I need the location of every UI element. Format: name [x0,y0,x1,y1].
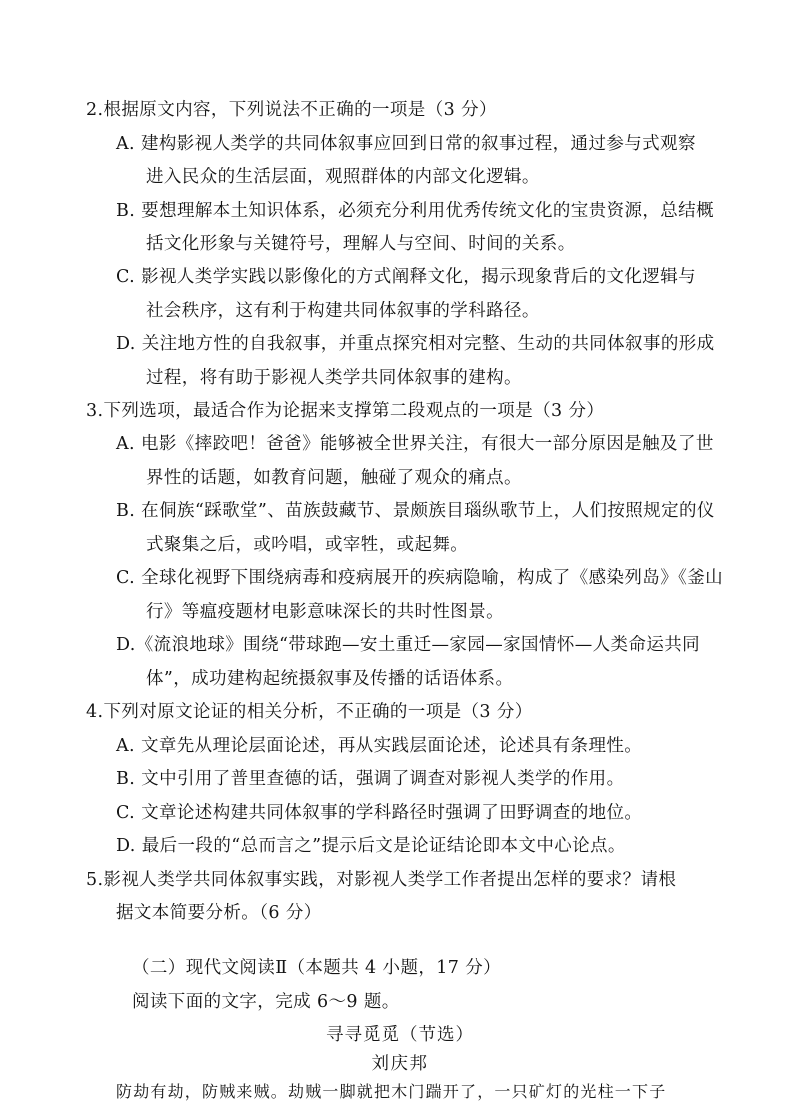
question-2-option-b-cont: 括文化形象与关键符号，理解人与空间、时间的关系。 [146,234,576,254]
question-3-option-b: B. 在侗族“踩歌堂”、苗族鼓藏节、景颇族目瑙纵歌节上，人们按照规定的仪 [116,501,715,521]
question-2-stem: 2.根据原文内容，下列说法不正确的一项是（3 分） [86,100,497,120]
question-2-option-c-cont: 社会秩序，这有利于构建共同体叙事的学科路径。 [146,301,540,321]
question-3-option-b-cont: 式聚集之后，或吟唱，或宰牲，或起舞。 [146,535,469,555]
question-3-option-d-cont: 体”，成功建构起统摄叙事及传播的话语体系。 [146,669,514,689]
question-2-option-d-cont: 过程，将有助于影视人类学共同体叙事的建构。 [146,368,522,388]
question-4-option-b: B. 文中引用了普里查德的话，强调了调查对影视人类学的作用。 [116,769,625,789]
question-5-stem: 5.影视人类学共同体叙事实践，对影视人类学工作者提出怎样的要求？请根 [86,870,677,890]
question-2-option-d: D. 关注地方性的自我叙事，并重点探究相对完整、生动的共同体叙事的形成 [116,334,715,354]
question-4-stem: 4.下列对原文论证的相关分析，不正确的一项是（3 分） [86,702,533,722]
question-2-option-b: B. 要想理解本土知识体系，必须充分利用优秀传统文化的宝贵资源，总结概 [116,201,714,221]
section-heading: （二）现代文阅读Ⅱ（本题共 4 小题，17 分） [132,958,502,978]
story-author: 刘庆邦 [371,1054,429,1074]
question-4-option-a: A. 文章先从理论层面论述，再从实践层面论述，论述具有条理性。 [116,736,643,756]
question-3-option-a-cont: 界性的话题，如教育问题，触碰了观众的痛点。 [146,468,522,488]
story-title: 寻寻觅觅（节选） [326,1025,474,1045]
question-2-option-a: A. 建构影视人类学的共同体叙事应回到日常的叙事过程，通过参与式观察 [116,134,696,154]
question-5-stem-cont: 据文本简要分析。（6 分） [116,903,322,923]
question-4-option-c: C. 文章论述构建共同体叙事的学科路径时强调了田野调查的地位。 [116,803,643,823]
question-2-option-c: C. 影视人类学实践以影像化的方式阐释文化，揭示现象背后的文化逻辑与 [116,267,696,287]
question-4-option-d: D. 最后一段的“总而言之”提示后文是论证结论即本文中心论点。 [116,836,626,856]
question-3-option-a: A. 电影《摔跤吧！爸爸》能够被全世界关注，有很大一部分原因是触及了世 [116,434,714,454]
question-3-stem: 3.下列选项，最适合作为论据来支撑第二段观点的一项是（3 分） [86,401,605,421]
question-3-option-c-cont: 行》等瘟疫题材电影意味深长的共时性图景。 [146,602,504,622]
section-instruction: 阅读下面的文字，完成 6～9 题。 [132,992,400,1012]
question-2-option-a-cont: 进入民众的生活层面，观照群体的内部文化逻辑。 [146,167,540,187]
question-3-option-d: D.《流浪地球》围绕“带球跑—安土重迁—家园—家国情怀—人类命运共同 [116,635,701,655]
question-3-option-c: C. 全球化视野下围绕病毒和疫病展开的疾病隐喻，构成了《感染列岛》《釜山 [116,568,724,588]
story-first-line: 防劫有劫，防贼来贼。劫贼一脚就把木门踹开了，一只矿灯的光柱一下子 [116,1082,667,1101]
